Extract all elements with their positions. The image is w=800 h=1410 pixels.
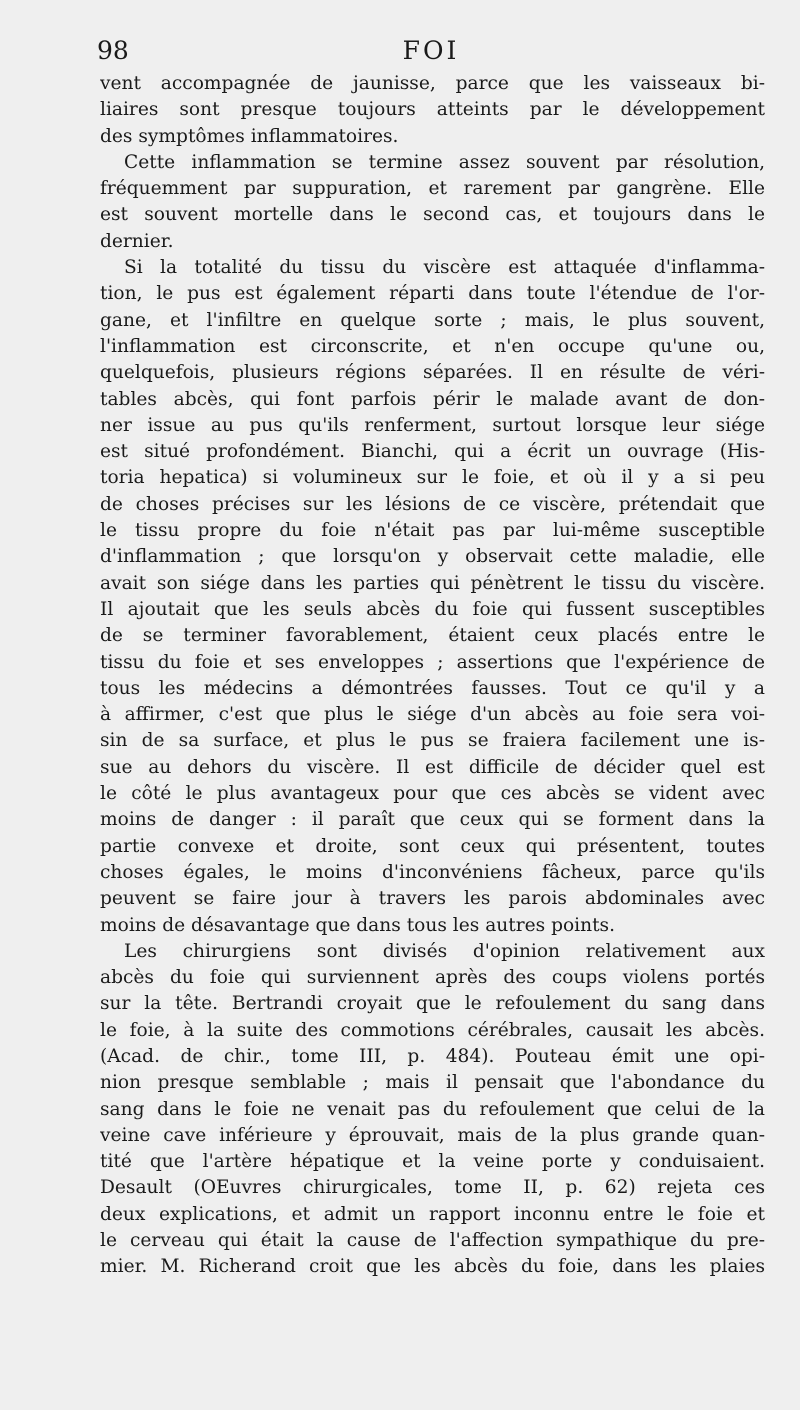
text-line: abcès du foie qui surviennent après des coups violens portés <box>100 967 765 989</box>
text-line: tous les médecins a démontrées fausses. Tout ce qu'il y a <box>100 677 765 699</box>
text-line: (Acad. de chir., tome III, p. 484). Pouteau émit une opi- <box>100 1045 765 1067</box>
text-line: dernier. <box>100 230 174 252</box>
text-line: ner issue au pus qu'ils renferment, surtout lorsque leur siége <box>100 414 765 436</box>
text-line: Si la totalité du tissu du viscère est attaquée d'inflamma- <box>124 257 765 279</box>
text-line: moins de désavantage que dans tous les autres points. <box>100 914 616 936</box>
text-line: l'inflammation est circonscrite, et n'en occupe qu'une ou, <box>100 335 765 357</box>
text-line: à affirmer, c'est que plus le siége d'un abcès au foie sera voi- <box>100 704 765 726</box>
text-line: deux explications, et admit un rapport inconnu entre le foie et <box>100 1203 765 1225</box>
text-line: tion, le pus est également réparti dans toute l'étendue de l'or- <box>100 283 765 305</box>
text-line: de se terminer favorablement, étaient ceux placés entre le <box>100 625 765 647</box>
text-line: Desault (OEuvres chirurgicales, tome II, p. 62) rejeta ces <box>100 1177 765 1199</box>
text-line: le tissu propre du foie n'était pas par lui-même susceptible <box>100 520 765 542</box>
text-line: moins de danger : il paraît que ceux qui se forment dans la <box>100 809 765 831</box>
text-line: choses égales, le moins d'inconvéniens fâcheux, parce qu'ils <box>100 861 765 883</box>
text-line: Il ajoutait que les seuls abcès du foie qui fussent susceptibles <box>100 598 765 620</box>
text-line: tissu du foie et ses enveloppes ; assertions que l'expérience de <box>100 651 765 673</box>
text-line: nion presque semblable ; mais il pensait que l'abondance du <box>100 1072 765 1094</box>
text-line: Cette inflammation se termine assez souvent par résolution, <box>124 151 765 173</box>
text-line: des symptômes inflammatoires. <box>100 125 399 147</box>
running-head: FOI <box>402 36 460 65</box>
text-line: est souvent mortelle dans le second cas, et toujours dans le <box>100 204 765 226</box>
text-line: toria hepatica) si volumineux sur le foie, et où il y a si peu <box>100 467 765 489</box>
page-header <box>97 36 765 70</box>
text-line: sin de sa surface, et plus le pus se fraiera facilement une is- <box>100 730 765 752</box>
text-line: vent accompagnée de jaunisse, parce que les vaisseaux bi- <box>100 73 765 94</box>
text-line: partie convexe et droite, sont ceux qui présentent, toutes <box>100 835 765 857</box>
text-line: gane, et l'infiltre en quelque sorte ; mais, le plus souvent, <box>100 309 765 331</box>
body-text <box>100 71 765 1281</box>
text-line: est situé profondément. Bianchi, qui a écrit un ouvrage (His- <box>100 441 765 463</box>
text-line: peuvent se faire jour à travers les parois abdominales avec <box>100 888 765 910</box>
text-line: veine cave inférieure y éprouvait, mais de la plus grande quan- <box>100 1124 765 1146</box>
text-line: le cerveau qui était la cause de l'affection sympathique du pre- <box>100 1230 765 1252</box>
text-line: le foie, à la suite des commotions cérébrales, causait les abcès. <box>100 1019 765 1041</box>
text-line: liaires sont presque toujours atteints par le développement <box>100 99 765 121</box>
text-line: avait son siége dans les parties qui pénètrent le tissu du viscère. <box>100 572 765 594</box>
text-line: sue au dehors du viscère. Il est difficile de décider quel est <box>100 756 765 778</box>
text-line: sang dans le foie ne venait pas du refoulement que celui de la <box>100 1098 765 1120</box>
text-line: tité que l'artère hépatique et la veine porte y conduisaient. <box>100 1151 765 1173</box>
text-line: Les chirurgiens sont divisés d'opinion relativement aux <box>124 940 765 962</box>
text-line: quelquefois, plusieurs régions séparées. Il en résulte de véri- <box>100 362 765 384</box>
text-line: de choses précises sur les lésions de ce viscère, prétendait que <box>100 493 765 515</box>
text-line: le côté le plus avantageux pour que ces abcès se vident avec <box>100 783 765 805</box>
page-number: 98 <box>97 36 129 65</box>
text-line: mier. M. Richerand croit que les abcès du foie, dans les plaies <box>100 1256 765 1278</box>
text-line: tables abcès, qui font parfois périr le malade avant de don- <box>100 388 765 410</box>
text-line: fréquemment par suppuration, et rarement par gangrène. Elle <box>100 178 765 200</box>
text-line: sur la tête. Bertrandi croyait que le refoulement du sang dans <box>100 993 765 1015</box>
text-line: d'inflammation ; que lorsqu'on y observait cette maladie, elle <box>100 546 765 568</box>
